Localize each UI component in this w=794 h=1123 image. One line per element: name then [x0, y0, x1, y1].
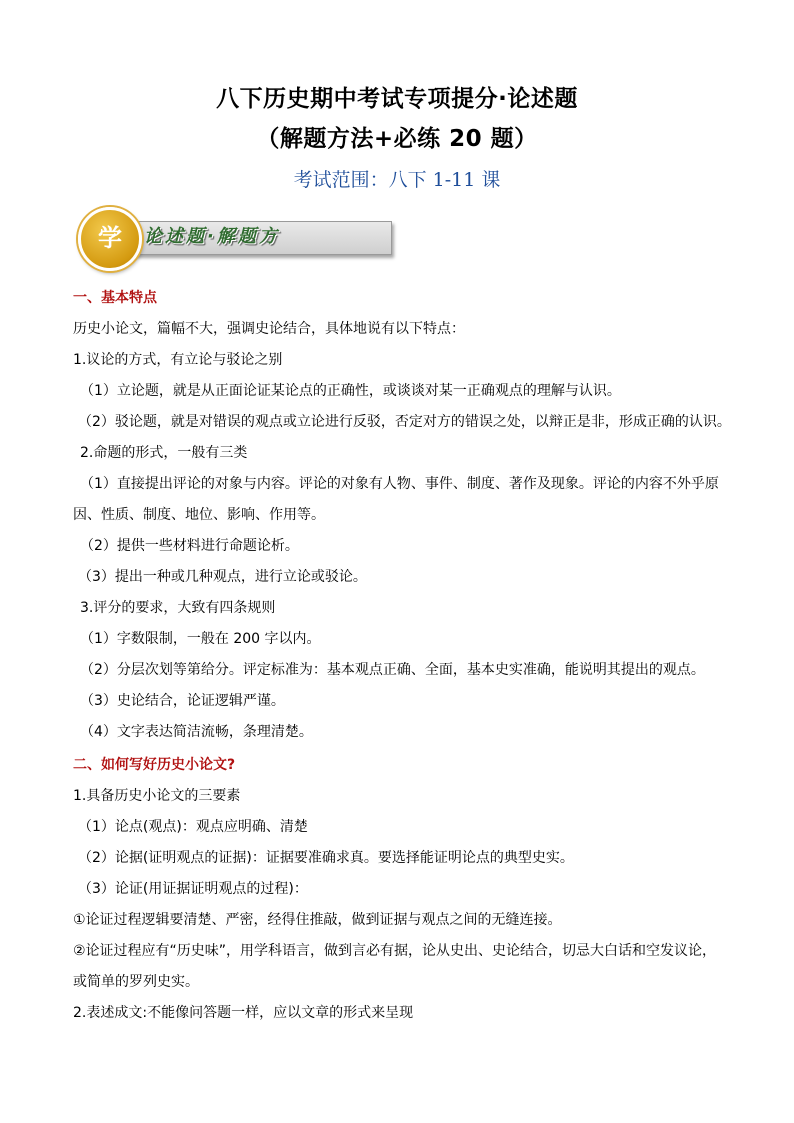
paragraph-line: （1）字数限制，一般在 200 字以内。 — [80, 631, 321, 647]
paragraph-line: （2）分层次划等第给分。评定标准为：基本观点正确、全面，基本史实准确，能说明其提出的观点。 — [80, 662, 705, 678]
paragraph-line: 因、性质、制度、地位、影响、作用等。 — [73, 507, 325, 523]
learn-badge-icon: 学 — [78, 207, 142, 271]
section-banner — [78, 207, 318, 267]
paragraph-line: 2.表述成文:不能像问答题一样，应以文章的形式来呈现 — [73, 1005, 414, 1021]
document-subtitle: （解题方法+必练 20 题） — [256, 126, 538, 152]
paragraph-line: （1）论点(观点)：观点应明确、清楚 — [78, 819, 308, 835]
paragraph-line: （3）史论结合，论证逻辑严谨。 — [80, 693, 285, 709]
paragraph-line: （2）提供一些材料进行命题论析。 — [80, 538, 299, 554]
exam-scope: 考试范围：八下 1-11 课 — [293, 169, 501, 191]
paragraph-line: （1）直接提出评论的对象与内容。评论的对象有人物、事件、制度、著作及现象。评论的内容不外乎原 — [80, 476, 719, 492]
paragraph-line: （2）驳论题，就是对错误的观点或立论进行反驳，否定对方的错误之处，以辩正是非，形成正确的认识。 — [78, 414, 731, 430]
paragraph-line: ①论证过程逻辑要清楚、严密，经得住推敲，做到证据与观点之间的无缝连接。 — [73, 912, 562, 928]
paragraph-line: （4）文字表达简洁流畅，条理清楚。 — [80, 724, 313, 740]
paragraph-line: ②论证过程应有“历史味”，用学科语言，做到言必有据，论从史出、史论结合，切忌大白话和空发议论， — [73, 943, 717, 959]
banner-label: 论述题·解题方 — [144, 226, 280, 247]
paragraph-line: 或简单的罗列史实。 — [73, 974, 199, 990]
paragraph-line: （1）立论题，就是从正面论证某论点的正确性，或谈谈对某一正确观点的理解与认识。 — [80, 383, 621, 399]
section-heading-how-to-write: 二、如何写好历史小论文? — [73, 757, 236, 773]
paragraph-line: 1.具备历史小论文的三要素 — [73, 788, 241, 804]
section-heading-basic-features: 一、基本特点 — [73, 290, 157, 306]
document-title: 八下历史期中考试专项提分·论述题 — [216, 86, 578, 112]
paragraph-line: 3.评分的要求，大致有四条规则 — [80, 600, 276, 616]
paragraph-line: （3）论证(用证据证明观点的过程)： — [78, 881, 308, 897]
paragraph-line: （3）提出一种或几种观点，进行立论或驳论。 — [78, 569, 367, 585]
paragraph-line: 1.议论的方式，有立论与驳论之别 — [73, 352, 283, 368]
paragraph-line: 2.命题的形式，一般有三类 — [80, 445, 248, 461]
paragraph-line: 历史小论文，篇幅不大，强调史论结合，具体地说有以下特点： — [73, 321, 465, 337]
paragraph-line: （2）论据(证明观点的证据)：证据要准确求真。要选择能证明论点的典型史实。 — [78, 850, 574, 866]
